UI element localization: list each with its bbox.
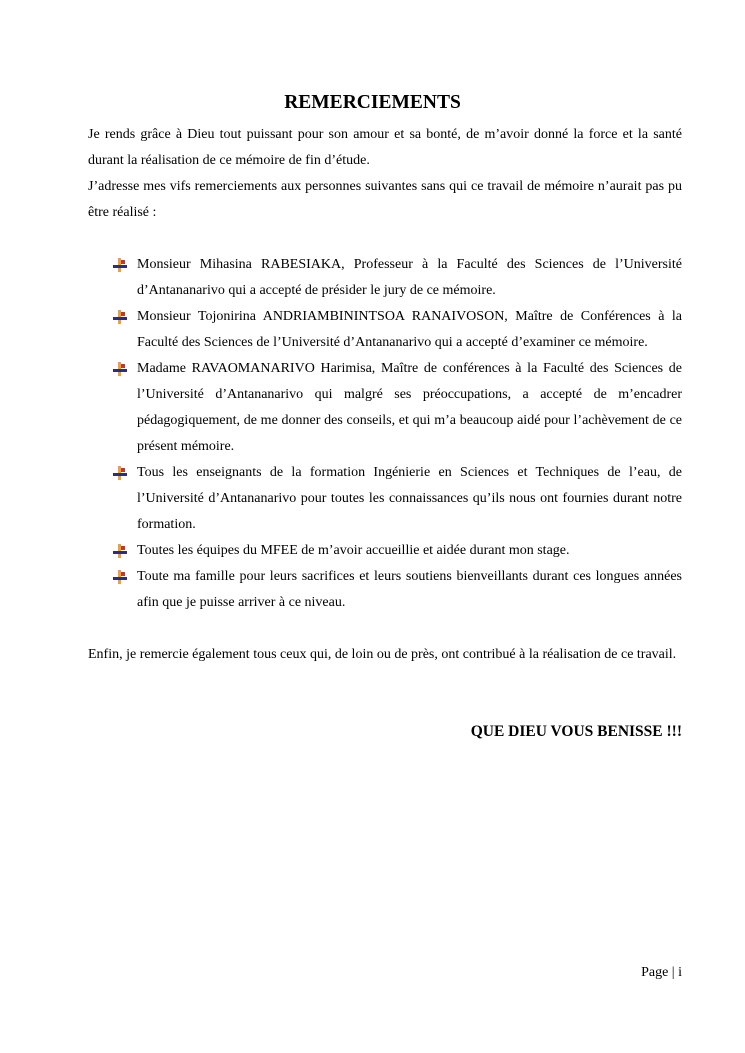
bullet-icon [113, 258, 127, 272]
list-item [0, 460, 745, 538]
list-item-text: Toutes les équipes du MFEE de m’avoir accueillie et aidée durant mon stage. [137, 543, 570, 558]
intro-paragraph-2: J’adresse mes vifs remerciements aux personnes suivantes sans qui ce travail de mémoire n’aurait pas pu être réalisé : [88, 179, 682, 220]
list-item-text: Madame RAVAOMANARIVO Harimisa, Maître de conférences à la Faculté des Sciences de l’Université d’Antananarivo qui malgré ses préoccupations, a accepté de m’encadrer pédagogiquement, de me donner des conseils, et qui m’a beaucoup aidé pour l’achèvement de ce présent mémoire. [137, 361, 682, 454]
acknowledgement-list [0, 252, 745, 616]
bullet-icon [113, 310, 127, 324]
conclusion-paragraph: Enfin, je remercie également tous ceux qui, de loin ou de près, ont contribué à la réalisation de ce travail. [88, 647, 677, 662]
bullet-icon [113, 466, 127, 480]
page-number: Page | i [641, 965, 682, 980]
bullet-icon [113, 362, 127, 376]
bullet-icon [113, 570, 127, 584]
list-item [0, 564, 745, 616]
list-item-text: Monsieur Mihasina RABESIAKA, Professeur à la Faculté des Sciences de l’Université d’Antananarivo qui a accepté de présider le jury de ce mémoire. [137, 257, 682, 298]
list-item [0, 252, 745, 304]
list-item-text: Monsieur Tojonirina ANDRIAMBININTSOA RANAIVOSON, Maître de Conférences à la Faculté des Sciences de l’Université d’Antananarivo qui a accepté d’examiner ce mémoire. [137, 309, 682, 350]
intro-paragraph-1: Je rends grâce à Dieu tout puissant pour son amour et sa bonté, de m’avoir donné la force et la santé durant la réalisation de ce mémoire de fin d’étude. [88, 127, 682, 168]
list-item [0, 356, 745, 460]
list-item-text: Toute ma famille pour leurs sacrifices et leurs soutiens bienveillants durant ces longues années afin que je puisse arriver à ce niveau. [137, 569, 682, 610]
list-item [0, 538, 745, 564]
list-item-text: Tous les enseignants de la formation Ingénierie en Sciences et Techniques de l’eau, de l’Université d’Antananarivo pour toutes les connaissances qu’ils nous ont fournies durant notre formation. [137, 465, 682, 532]
list-item [0, 304, 745, 356]
closing-line: QUE DIEU VOUS BENISSE !!! [470, 723, 682, 740]
bullet-icon [113, 544, 127, 558]
page-title: REMERCIEMENTS [284, 92, 461, 113]
